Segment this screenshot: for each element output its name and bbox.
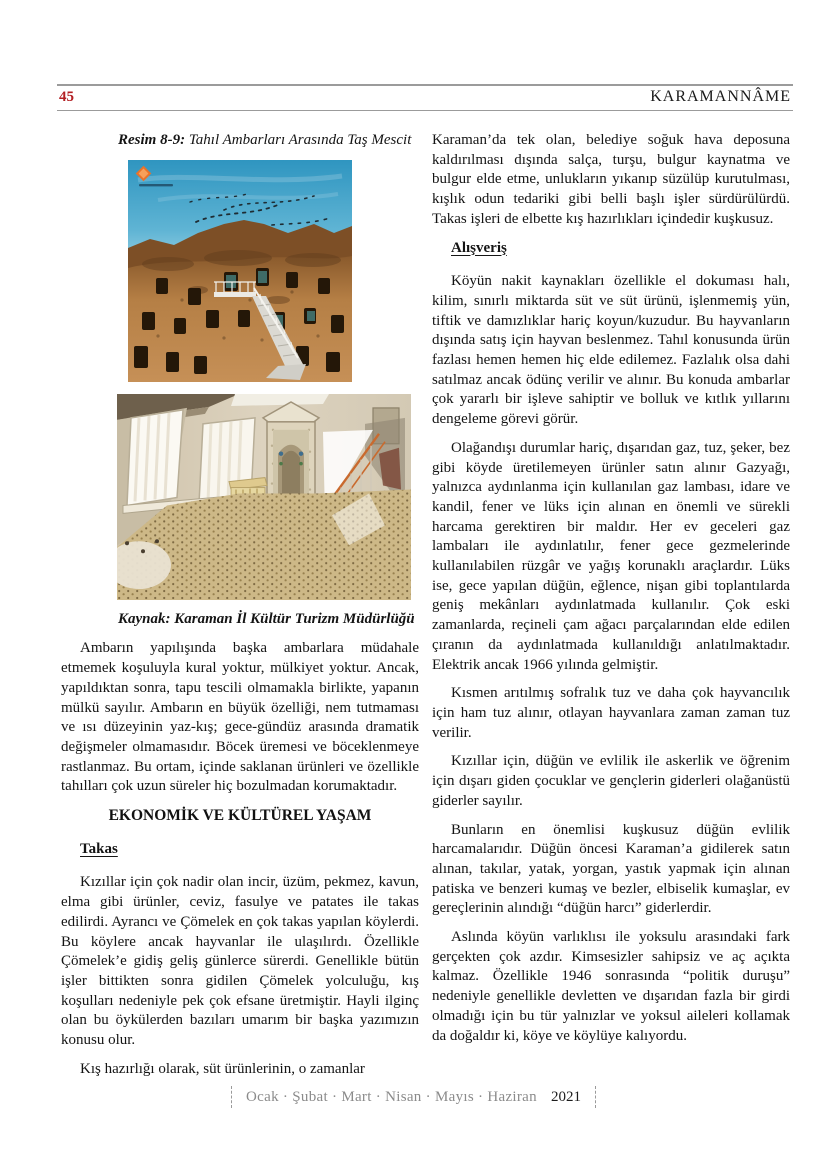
paragraph-aslinda: Aslında köyün varlıklısı ile yoksulu arasındaki fark gerçekten çok azdır. Kimsesizler sahipsiz ve aç açıkta kalmaz. Özellikle 1946 sonrasında “politik duruşu” nedeniyle genellikle devletten ve dışarıdan fazla bir girdi olmadığı için bu tür yalnızlar ve yoksul aileleri kollamak da doğaldır ki, köye ve köylüye kalıyordu. (432, 929, 790, 1044)
paragraph-kizillar-dugun: Kızıllar için, düğün ve evlilik ile askerlik ve öğrenim için dışarı giden çocuklar ve gençlerin giderleri olağanüstü giderler sayılır. (432, 753, 790, 809)
paragraph-kis-hazirligi: Kış hazırlığı olarak, süt ürünlerinin, o zamanlar (80, 1060, 365, 1077)
footer-year: 2021 (550, 1088, 581, 1105)
granary-cliff-photo-art (128, 160, 352, 382)
figure-source-label: Kaynak: (118, 610, 171, 627)
paragraph-bunlarin: Bunların en önemlisi kuşkusuz düğün evlilik harcamalarıdır. Düğün öncesi Karaman’a gidilerek satın alınan, takılar, yatak, yorgan, yastık yapmak için alınan patiska ve benzeri kumaş ve bezler, elbiselik kumaşlar, ev gereçlerinin alındığı “düğün harcı” giderlerdir. (432, 821, 790, 917)
figure-source-text: Karaman İl Kültür Turizm Müdürlüğü (174, 610, 415, 627)
figure-caption (61, 131, 419, 151)
page-header (57, 84, 793, 111)
page-number: 45 (59, 89, 74, 105)
header-row (57, 86, 793, 110)
window-left (127, 410, 183, 506)
figure-caption-text: Tahıl Ambarları Arasında Taş Mescit (188, 132, 412, 148)
section-heading-ekonomik: EKONOMİK VE KÜLTÜREL YAŞAM (108, 807, 372, 825)
paragraph-takas: Kızıllar için çok nadir olan incir, üzüm, pekmez, kavun, elma gibi ürünler, ceviz, fasulye ve patates ile takas edilirdi. Ayrancı ve Çömelek en çok takas yapılan köylerdi. Bu köylere ancak hayvanlar ile ulaşılırdı. Özellikle Çömelek’e gidiş geliş günlerce sürerdi. Genellikle bütün işler bittikten sonra gidilen Çömelek yolculuğu, kış koşulları nedeniyle pek çok efsane üretmiştir. Hayli ilginç olan bu öykülerden bazıları umarım bir başka yazımızın konusu olur. (61, 874, 419, 1049)
right-column (432, 131, 790, 1055)
granary-cliff-photo (128, 160, 352, 382)
paragraph-kismen-tuz: Kısmen arıtılmış sofralık tuz ve daha çok hayvancılık için ham tuz alınır, otlayan hayvanlara zaman zaman tuz verilir. (432, 685, 790, 741)
running-title: KARAMANNÂME (650, 88, 791, 105)
footer-right-divider (595, 1086, 596, 1108)
figure-caption-label: Resim 8-9: (118, 132, 186, 148)
page-footer (0, 1086, 827, 1108)
footer-months: Ocak · Şubat · Mart · Nisan · Mayıs · Haziran (246, 1088, 537, 1105)
footer-left-divider (231, 1086, 232, 1108)
paragraph-ambar: Ambarın yapılışında başka ambarlara müdahale etmemek koşuluyla kural yoktur, mülkiyet yoktur. Ancak, yapıldıktan sonra, tapu tescili olmamakla birlikte, yapanın mülkü sayılır. Ambarın en büyük özelliği, nem tutmaması ve ısı düzeyinin yaz-kış; gece-gündüz arasında dramatik değişmeler olmamasıdır. Böcek üremesi ve böceklenmeye rastlanmaz. Bu ortam, içinde saklanan ürünleri ve özellikle tahılları çok uzun süreler hiç bozulmadan korumaktadır. (61, 640, 419, 795)
left-column (61, 131, 419, 1088)
subheading-takas: Takas (80, 840, 118, 857)
paragraph-koyun-nakit: Köyün nakit kaynakları özellikle el dokuması halı, kilim, sınırlı miktarda süt ve süt ürünü, işlenmemiş yün, tiftik ve damızlıklar hariç koyun/kuzudur. Bu hayvanların dışında satış için hayvan beslenmez. Tahıl konusunda ürün fazlası hemen hemen hiç elde edilemez. Fazlalık olsa dahi satılmaz ancak ödünç verilir ve alınır. Bu konuda ambarlar çok yararlı bir işleve sahiptir ve bolluk ve kıtlık yıllarını dengeleme görevi görür. (432, 273, 790, 428)
paragraph-karamanda: Karaman’da tek olan, belediye soğuk hava deposuna kaldırılması dışında salça, turşu, bulgur kaynatma ve bulgur elde etme, unlukların yıkanıp süzülüp kurutulması, kışlık odun tedariki gibi belli başlı işler sürdürülürdü. Takas işleri de elbette kış hazırlıkları içindedir kuşkusuz. (432, 132, 790, 227)
header-rule-bottom (57, 110, 793, 111)
paragraph-olagandisi: Olağandışı durumlar hariç, dışarıdan gaz, tuz, şeker, bez gibi köyde üretilemeyen ürünler satın alınır Gazyağı, yalnızca aydınlanma için kullanılan gaz lambası, idare ve kandil, fener ve lüks için alınan en önemli ve sürekli harcama gerektiren bir maldır. Her ev geceleri gaz lambaları ile aydınlatılır, fener gece gezmelerinde kullanılabilen rüzgâr ve yağış korunaklı araçlardır. Lüks ise, gece yapılan düğün, eğlence, nişan gibi toplantılarda geniş mekânları aydınlatmada kullanılır. Çok eski zamanlarda, reçineli çam ağacı parçalarından elde edilen çıranın da aydınlatmada kullanıldığı anlatılmaktadır. Elektrik ancak 1966 yılında gelmiştir. (432, 439, 790, 673)
mosque-interior-photo-art (117, 394, 411, 600)
subheading-alisveris: Alışveriş (451, 239, 507, 256)
mihrab (263, 402, 319, 507)
figure-source (61, 610, 419, 630)
mosque-interior-photo (117, 394, 411, 600)
